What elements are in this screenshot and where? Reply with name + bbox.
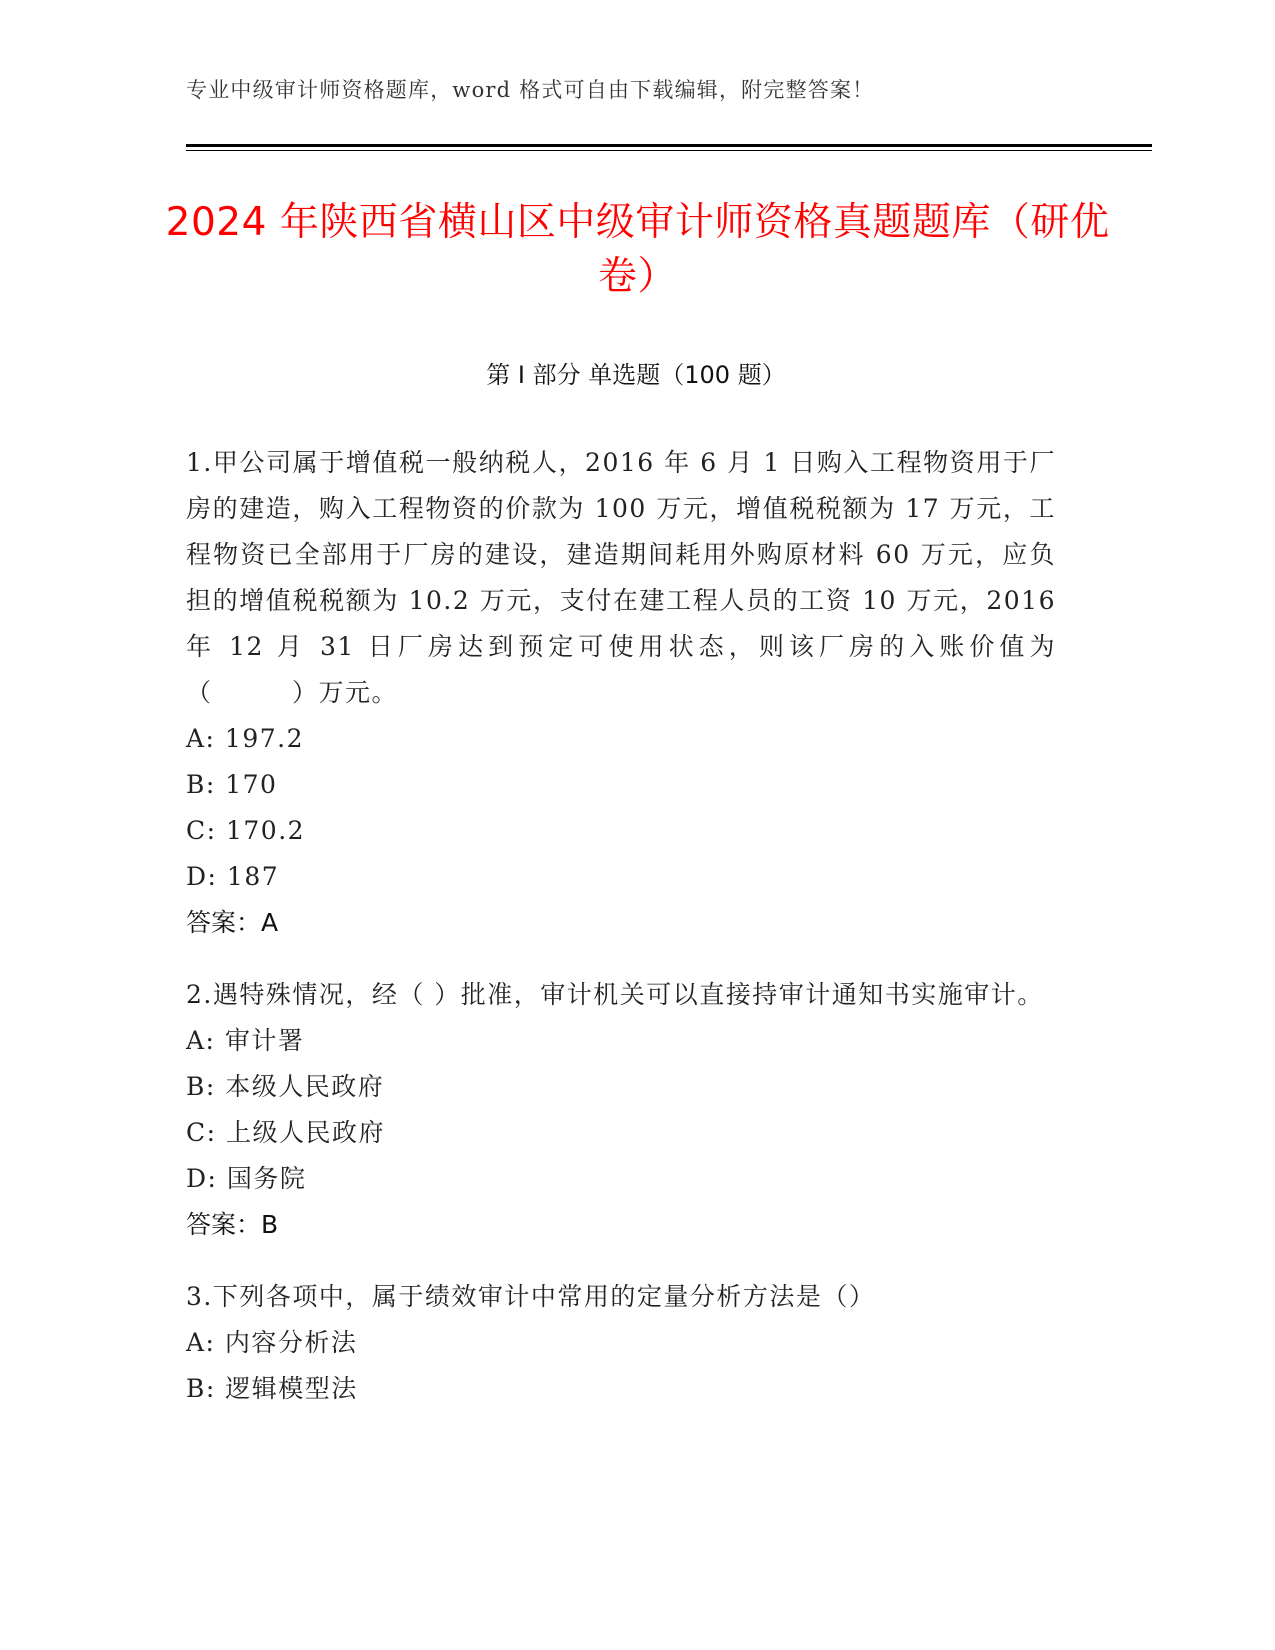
question-stem: 2.遇特殊情况，经（ ）批准，审计机关可以直接持审计通知书实施审计。 — [186, 980, 1044, 1009]
header-note: 专业中级审计师资格题库，word 格式可自由下载编辑，附完整答案！ — [186, 78, 875, 102]
option-a: A: 197.2 — [186, 724, 304, 753]
option-d: D: 187 — [186, 862, 280, 891]
document-title: 2024 年陕西省横山区中级审计师资格真题题库（研优卷） — [165, 200, 1110, 299]
question-2 — [186, 972, 1056, 1248]
question-stem: 3.下列各项中，属于绩效审计中常用的定量分析方法是（） — [186, 1282, 876, 1311]
section-title: 第 I 部分 单选题（100 题） — [486, 361, 786, 389]
option-c: C: 170.2 — [186, 816, 306, 845]
option-b: B: 本级人民政府 — [186, 1072, 385, 1101]
answer: 答案：A — [186, 908, 279, 937]
question-list — [186, 440, 1056, 1438]
option-c: C: 上级人民政府 — [186, 1118, 385, 1147]
question-3 — [186, 1274, 1056, 1412]
option-a: A: 审计署 — [186, 1026, 305, 1055]
header-rule-thin — [186, 150, 1152, 151]
answer: 答案：B — [186, 1210, 279, 1239]
option-b: B: 逻辑模型法 — [186, 1374, 358, 1403]
option-d: D: 国务院 — [186, 1164, 307, 1193]
question-stem: 1.甲公司属于增值税一般纳税人，2016 年 6 月 1 日购入工程物资用于厂房的建造，购入工程物资的价款为 100 万元，增值税税额为 17 万元，工程物资已全部用于厂房的建设，建造期间耗用外购原材料 60 万元，应负担的增值税税额为 10.2 万元，支付在建工程人员的工资 10 万元，2016 年 12 月 31 日厂房达到预定可使用状态，则该厂房的入账价值为（ ）万元。 — [186, 448, 1056, 707]
question-1 — [186, 440, 1056, 946]
option-a: A: 内容分析法 — [186, 1328, 358, 1357]
option-b: B: 170 — [186, 770, 278, 799]
header-rule-thick — [186, 144, 1152, 147]
